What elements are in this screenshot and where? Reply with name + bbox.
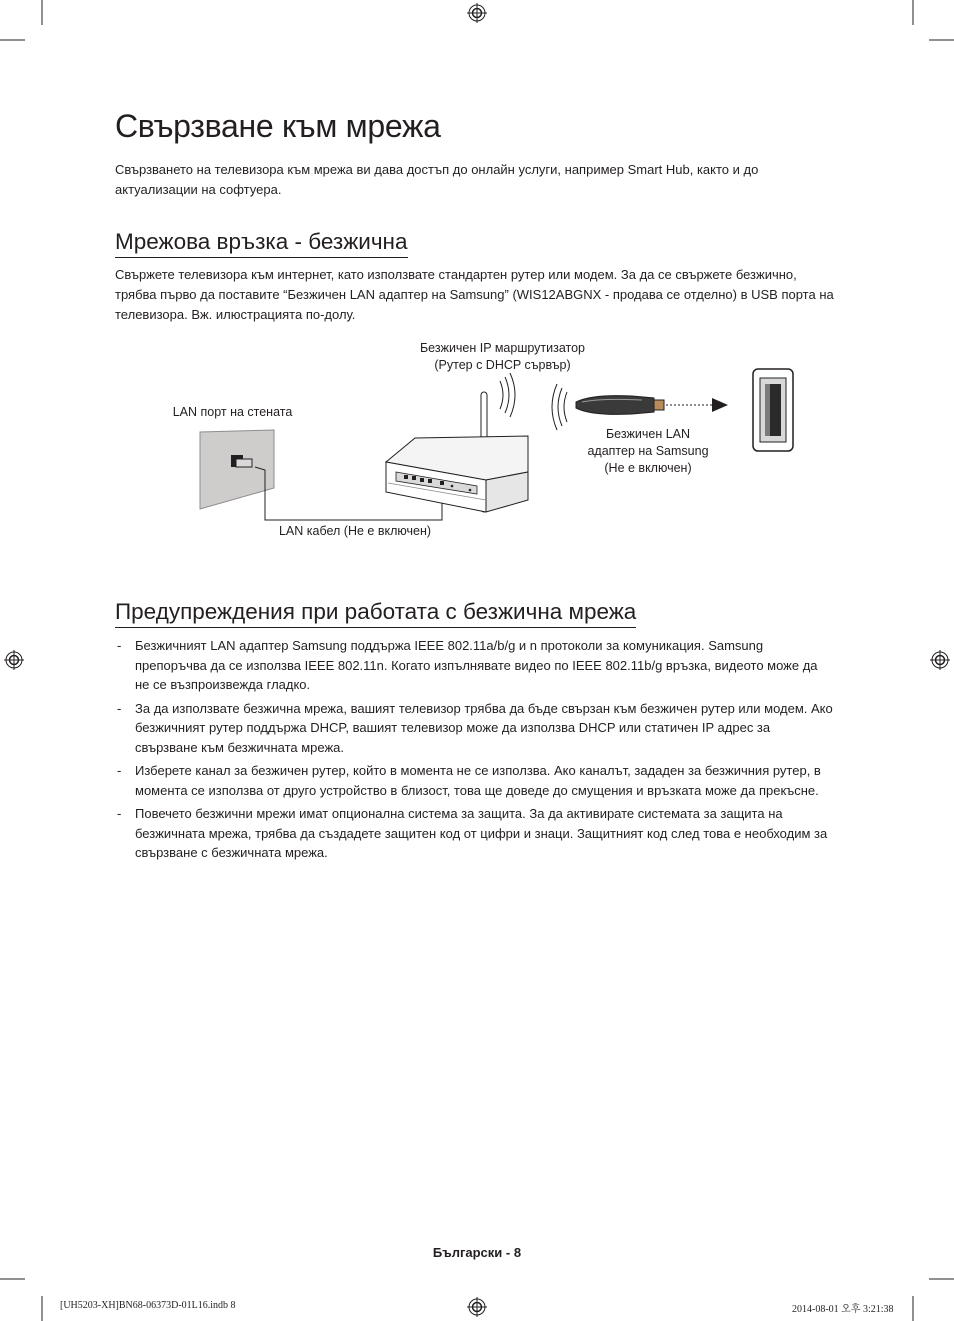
footer-separator: - bbox=[502, 1245, 514, 1260]
registration-mark-icon bbox=[467, 1297, 487, 1317]
print-timestamp: 2014-08-01 오후 3:21:38 bbox=[792, 1304, 894, 1315]
tv-usb-port-illustration bbox=[752, 368, 795, 453]
wifi-signal-icon bbox=[494, 373, 522, 417]
footer-language: Български bbox=[432, 1245, 503, 1260]
page-title: Свързване към мрежа bbox=[115, 108, 441, 144]
section-heading-wireless: Мрежова връзка - безжична bbox=[115, 228, 408, 258]
adapter-label: Безжичен LAN адаптер на Samsung (Не е включен) bbox=[587, 427, 709, 475]
list-item: - За да използвате безжична мрежа, вашият телевизор трябва да бъде свързан към безжичен рутер или модем. Ако безжичният рутер поддържа DHCP, вашият телевизор може да използва DHCP или статичен IP адрес за свързване към безжичната мрежа. bbox=[117, 700, 833, 755]
router-label: Безжичен IP маршрутизатор (Рутер с DHCP сървър) bbox=[419, 341, 586, 372]
warnings-list bbox=[115, 636, 835, 867]
wall-port-label: LAN порт на стената bbox=[172, 405, 293, 419]
registration-mark-icon bbox=[4, 650, 24, 670]
list-item: - Повечето безжични мрежи имат опционална система за защита. За да активирате системата за защита на безжичната мрежа, трябва да създадете защитен код от цифри и знаци. Защитният код след това е необходим за свързване с безжичната мрежа. bbox=[117, 806, 828, 860]
wireless-paragraph: Свържете телевизора към интернет, като използвате стандартен рутер или модем. За да се свържете безжично, трябва първо да поставите “Безжичен LAN адаптер на Samsung” (WIS12ABGNX - продава се отделно) в USB порта на телевизора. Вж. илюстрацията по-долу. bbox=[115, 267, 834, 322]
cable-label: LAN кабел (Не е включен) bbox=[278, 524, 432, 538]
registration-mark-icon bbox=[467, 3, 487, 23]
list-item: - Изберете канал за безжичен рутер, който в момента не се използва. Ако каналът, зададен за безжичния рутер, в момента се използва от друго устройство в близост, това ще доведе до смущения и връзката може да прекъсне. bbox=[117, 763, 821, 798]
section-heading-warnings: Предупреждения при работата с безжична мрежа bbox=[115, 598, 636, 628]
usb-wireless-adapter-illustration bbox=[572, 392, 737, 420]
list-item: - Безжичният LAN адаптер Samsung поддържа IEEE 802.11a/b/g и n протоколи за комуникация. Samsung препоръчва да се използва IEEE 802.11n. Когато изпълнявате видео по IEEE 802.11b/g връзка, видеото може да не се възпроизвежда гладко. bbox=[117, 638, 818, 692]
wifi-signal-icon bbox=[545, 384, 573, 430]
registration-mark-icon bbox=[930, 650, 950, 670]
page-number: 8 bbox=[513, 1245, 522, 1260]
intro-paragraph: Свързването на телевизора към мрежа ви дава достъп до онлайн услуги, например Smart Hub, както и до актуализации на софтуера. bbox=[115, 162, 759, 197]
print-file-info: [UH5203-XH]BN68-06373D-01L16.indb 8 bbox=[60, 1300, 236, 1311]
page-footer bbox=[0, 1245, 954, 1260]
